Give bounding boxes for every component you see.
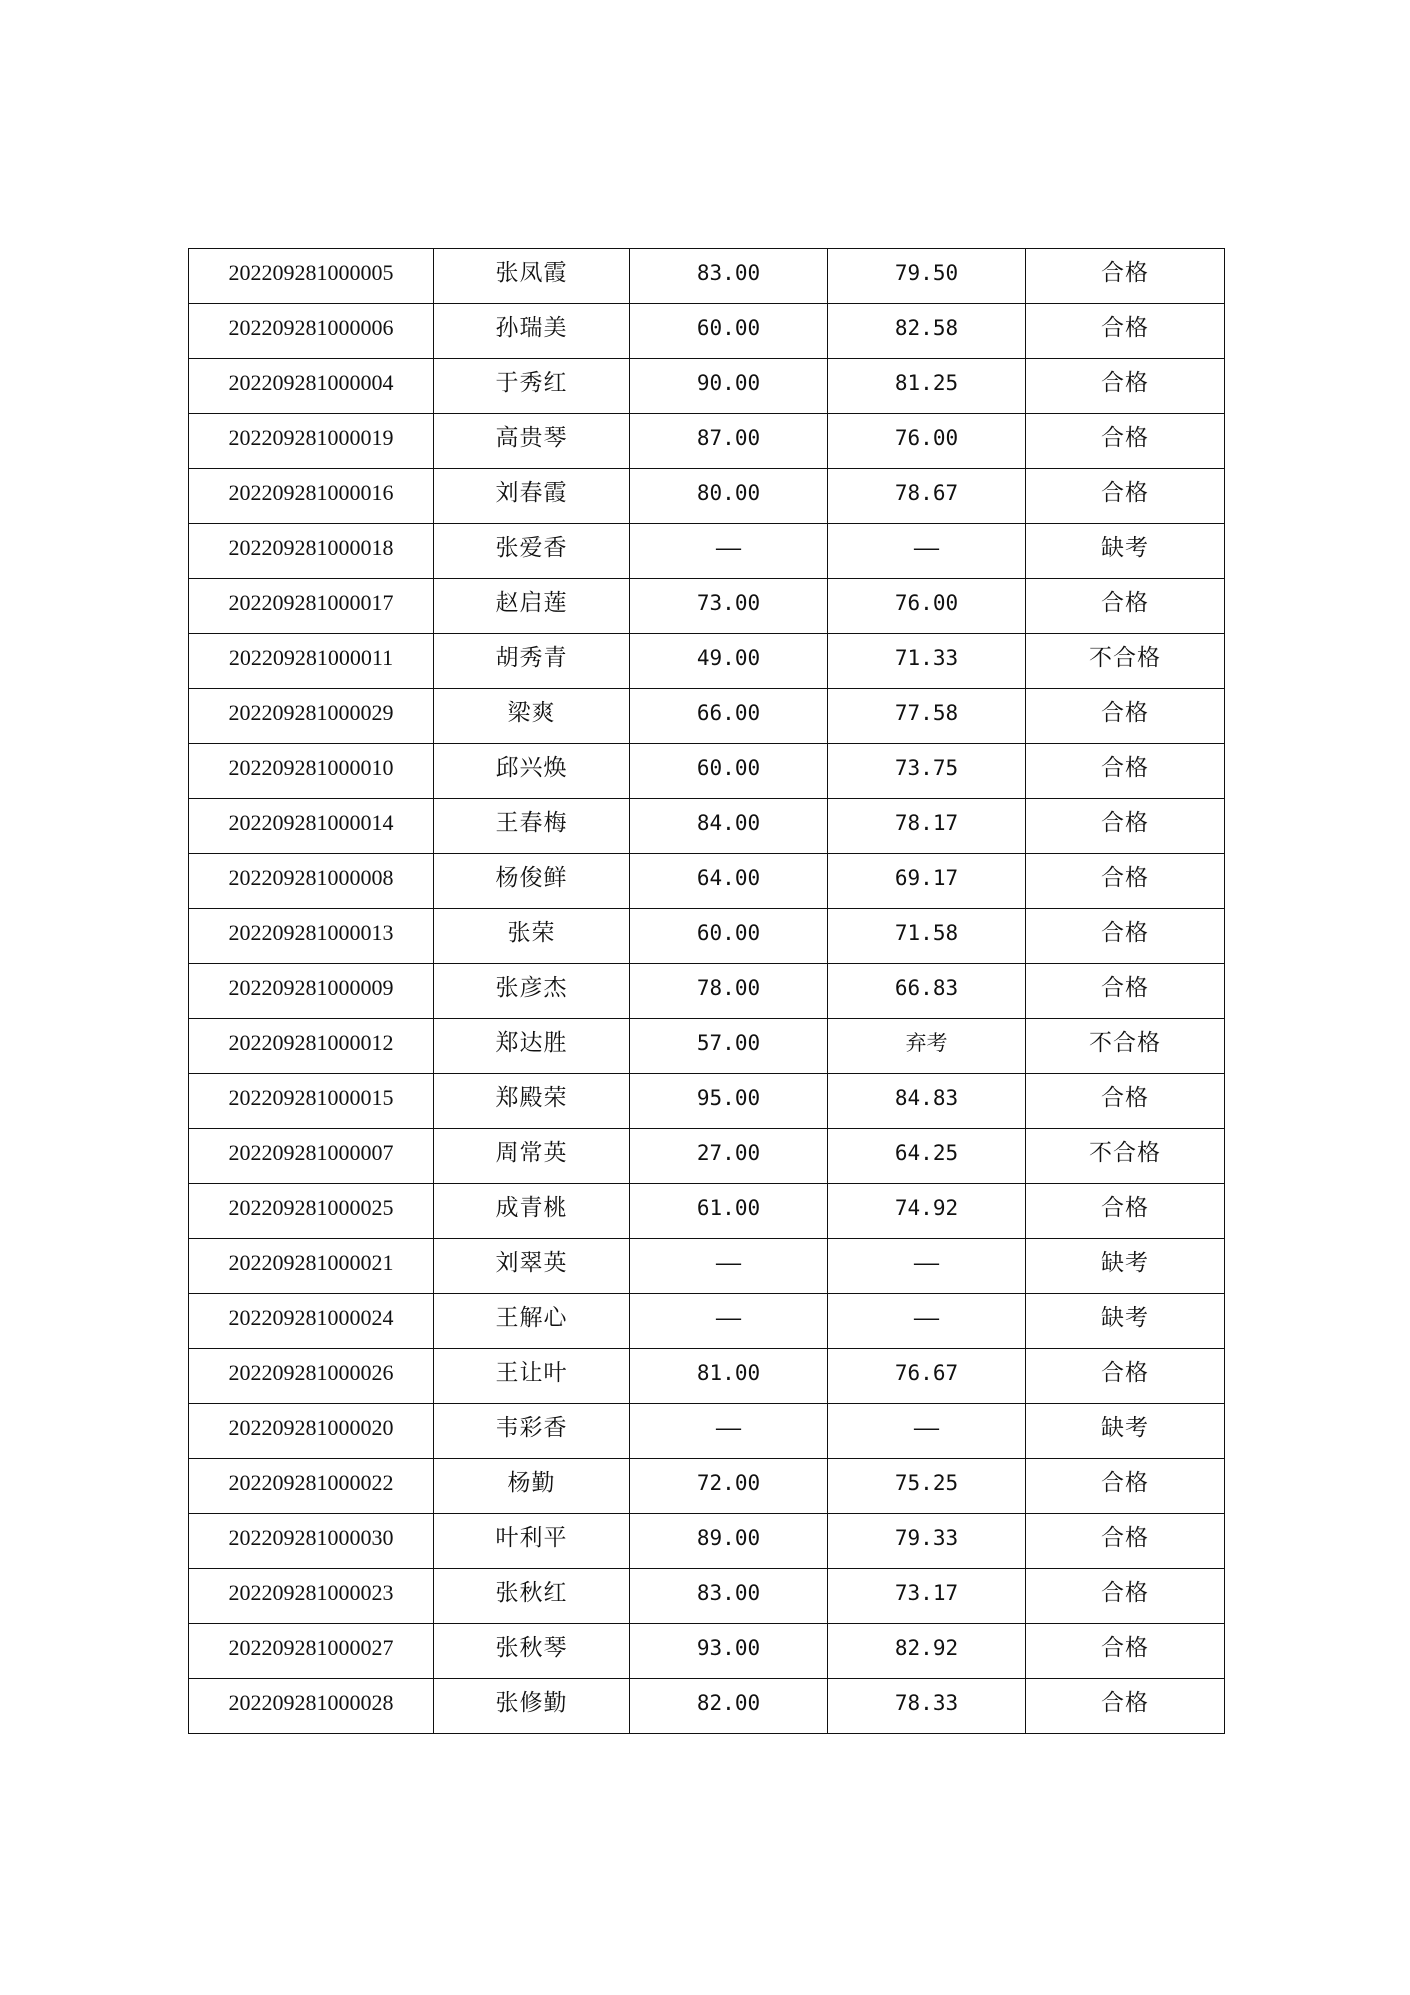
- table-row: [189, 1294, 1225, 1349]
- result-cell: 合格: [1026, 1679, 1225, 1734]
- candidate-id-cell: 202209281000024: [189, 1294, 434, 1349]
- table-row: [189, 414, 1225, 469]
- candidate-id-cell: 202209281000026: [189, 1349, 434, 1404]
- score-1-cell: ——: [630, 1239, 828, 1294]
- score-1-cell: ——: [630, 1404, 828, 1459]
- score-2-cell: 79.50: [828, 249, 1026, 304]
- table-row: [189, 1624, 1225, 1679]
- candidate-name-cell: 韦彩香: [434, 1404, 630, 1459]
- candidate-name-cell: 刘春霞: [434, 469, 630, 524]
- candidate-name-cell: 于秀红: [434, 359, 630, 414]
- result-cell: 合格: [1026, 799, 1225, 854]
- score-1-cell: ——: [630, 524, 828, 579]
- result-cell: 缺考: [1026, 1404, 1225, 1459]
- score-1-cell: 66.00: [630, 689, 828, 744]
- candidate-name-cell: 张荣: [434, 909, 630, 964]
- candidate-id-cell: 202209281000013: [189, 909, 434, 964]
- table-row: [189, 744, 1225, 799]
- table-row: [189, 964, 1225, 1019]
- candidate-id-cell: 202209281000028: [189, 1679, 434, 1734]
- result-cell: 合格: [1026, 964, 1225, 1019]
- score-2-cell: 76.00: [828, 579, 1026, 634]
- candidate-id-cell: 202209281000021: [189, 1239, 434, 1294]
- table-row: [189, 1349, 1225, 1404]
- result-cell: 缺考: [1026, 1239, 1225, 1294]
- candidate-id-cell: 202209281000017: [189, 579, 434, 634]
- score-2-cell: 76.00: [828, 414, 1026, 469]
- score-2-cell: ——: [828, 1404, 1026, 1459]
- result-cell: 合格: [1026, 854, 1225, 909]
- candidate-name-cell: 张秋琴: [434, 1624, 630, 1679]
- candidate-id-cell: 202209281000027: [189, 1624, 434, 1679]
- score-2-cell: ——: [828, 524, 1026, 579]
- results-table: [188, 248, 1225, 1734]
- table-row: [189, 854, 1225, 909]
- result-cell: 合格: [1026, 689, 1225, 744]
- result-cell: 缺考: [1026, 1294, 1225, 1349]
- table-row: [189, 524, 1225, 579]
- candidate-name-cell: 高贵琴: [434, 414, 630, 469]
- score-1-cell: 60.00: [630, 744, 828, 799]
- candidate-id-cell: 202209281000008: [189, 854, 434, 909]
- candidate-name-cell: 周常英: [434, 1129, 630, 1184]
- score-1-cell: 87.00: [630, 414, 828, 469]
- table-row: [189, 1184, 1225, 1239]
- table-row: [189, 1019, 1225, 1074]
- score-2-cell: 76.67: [828, 1349, 1026, 1404]
- table-row: [189, 1679, 1225, 1734]
- score-2-cell: 81.25: [828, 359, 1026, 414]
- score-1-cell: 27.00: [630, 1129, 828, 1184]
- result-cell: 合格: [1026, 1624, 1225, 1679]
- score-1-cell: 90.00: [630, 359, 828, 414]
- score-2-cell: 82.92: [828, 1624, 1026, 1679]
- candidate-id-cell: 202209281000012: [189, 1019, 434, 1074]
- candidate-id-cell: 202209281000006: [189, 304, 434, 359]
- score-2-cell: 77.58: [828, 689, 1026, 744]
- table-row: [189, 359, 1225, 414]
- score-2-cell: 79.33: [828, 1514, 1026, 1569]
- result-cell: 合格: [1026, 469, 1225, 524]
- score-1-cell: 60.00: [630, 909, 828, 964]
- candidate-id-cell: 202209281000020: [189, 1404, 434, 1459]
- candidate-id-cell: 202209281000025: [189, 1184, 434, 1239]
- score-1-cell: 83.00: [630, 249, 828, 304]
- candidate-id-cell: 202209281000014: [189, 799, 434, 854]
- candidate-id-cell: 202209281000015: [189, 1074, 434, 1129]
- candidate-id-cell: 202209281000022: [189, 1459, 434, 1514]
- score-2-cell: 73.75: [828, 744, 1026, 799]
- table-row: [189, 249, 1225, 304]
- result-cell: 合格: [1026, 1459, 1225, 1514]
- candidate-id-cell: 202209281000019: [189, 414, 434, 469]
- candidate-name-cell: 刘翠英: [434, 1239, 630, 1294]
- table-row: [189, 469, 1225, 524]
- score-2-cell: 69.17: [828, 854, 1026, 909]
- table-row: [189, 909, 1225, 964]
- table-row: [189, 1404, 1225, 1459]
- score-2-cell: ——: [828, 1239, 1026, 1294]
- candidate-name-cell: 杨俊鲜: [434, 854, 630, 909]
- score-2-cell: 71.58: [828, 909, 1026, 964]
- score-2-cell: 弃考: [828, 1019, 1026, 1074]
- candidate-id-cell: 202209281000007: [189, 1129, 434, 1184]
- table-row: [189, 304, 1225, 359]
- score-1-cell: 78.00: [630, 964, 828, 1019]
- table-row: [189, 799, 1225, 854]
- result-cell: 合格: [1026, 249, 1225, 304]
- score-1-cell: 95.00: [630, 1074, 828, 1129]
- result-cell: 合格: [1026, 744, 1225, 799]
- score-2-cell: 84.83: [828, 1074, 1026, 1129]
- score-1-cell: 89.00: [630, 1514, 828, 1569]
- table-row: [189, 579, 1225, 634]
- score-2-cell: 74.92: [828, 1184, 1026, 1239]
- candidate-name-cell: 张秋红: [434, 1569, 630, 1624]
- score-2-cell: ——: [828, 1294, 1026, 1349]
- candidate-id-cell: 202209281000030: [189, 1514, 434, 1569]
- candidate-name-cell: 郑达胜: [434, 1019, 630, 1074]
- table-row: [189, 1239, 1225, 1294]
- result-cell: 合格: [1026, 579, 1225, 634]
- score-2-cell: 78.17: [828, 799, 1026, 854]
- candidate-name-cell: 杨勤: [434, 1459, 630, 1514]
- candidate-name-cell: 孙瑞美: [434, 304, 630, 359]
- score-1-cell: 49.00: [630, 634, 828, 689]
- table-row: [189, 1074, 1225, 1129]
- candidate-name-cell: 成青桃: [434, 1184, 630, 1239]
- score-2-cell: 75.25: [828, 1459, 1026, 1514]
- candidate-name-cell: 郑殿荣: [434, 1074, 630, 1129]
- results-table-body: [189, 249, 1225, 1734]
- candidate-name-cell: 王让叶: [434, 1349, 630, 1404]
- table-row: [189, 689, 1225, 744]
- candidate-id-cell: 202209281000018: [189, 524, 434, 579]
- result-cell: 不合格: [1026, 1019, 1225, 1074]
- candidate-name-cell: 张修勤: [434, 1679, 630, 1734]
- candidate-id-cell: 202209281000029: [189, 689, 434, 744]
- score-2-cell: 82.58: [828, 304, 1026, 359]
- result-cell: 合格: [1026, 909, 1225, 964]
- candidate-name-cell: 赵启莲: [434, 579, 630, 634]
- result-cell: 合格: [1026, 1569, 1225, 1624]
- score-1-cell: 83.00: [630, 1569, 828, 1624]
- candidate-name-cell: 张彦杰: [434, 964, 630, 1019]
- candidate-name-cell: 梁爽: [434, 689, 630, 744]
- score-2-cell: 78.33: [828, 1679, 1026, 1734]
- table-row: [189, 1514, 1225, 1569]
- result-cell: 合格: [1026, 1074, 1225, 1129]
- candidate-name-cell: 叶利平: [434, 1514, 630, 1569]
- result-cell: 合格: [1026, 1514, 1225, 1569]
- candidate-id-cell: 202209281000011: [189, 634, 434, 689]
- result-cell: 合格: [1026, 414, 1225, 469]
- score-1-cell: ——: [630, 1294, 828, 1349]
- result-cell: 合格: [1026, 1184, 1225, 1239]
- score-2-cell: 71.33: [828, 634, 1026, 689]
- candidate-id-cell: 202209281000016: [189, 469, 434, 524]
- result-cell: 合格: [1026, 359, 1225, 414]
- table-row: [189, 634, 1225, 689]
- candidate-name-cell: 邱兴焕: [434, 744, 630, 799]
- candidate-id-cell: 202209281000009: [189, 964, 434, 1019]
- score-1-cell: 81.00: [630, 1349, 828, 1404]
- score-1-cell: 72.00: [630, 1459, 828, 1514]
- score-1-cell: 64.00: [630, 854, 828, 909]
- candidate-id-cell: 202209281000004: [189, 359, 434, 414]
- score-1-cell: 60.00: [630, 304, 828, 359]
- score-1-cell: 61.00: [630, 1184, 828, 1239]
- candidate-id-cell: 202209281000023: [189, 1569, 434, 1624]
- table-row: [189, 1459, 1225, 1514]
- candidate-id-cell: 202209281000005: [189, 249, 434, 304]
- table-row: [189, 1569, 1225, 1624]
- result-cell: 合格: [1026, 304, 1225, 359]
- candidate-id-cell: 202209281000010: [189, 744, 434, 799]
- result-cell: 缺考: [1026, 524, 1225, 579]
- result-cell: 不合格: [1026, 634, 1225, 689]
- score-2-cell: 73.17: [828, 1569, 1026, 1624]
- score-2-cell: 64.25: [828, 1129, 1026, 1184]
- score-2-cell: 78.67: [828, 469, 1026, 524]
- score-1-cell: 84.00: [630, 799, 828, 854]
- candidate-name-cell: 胡秀青: [434, 634, 630, 689]
- candidate-name-cell: 张凤霞: [434, 249, 630, 304]
- result-cell: 不合格: [1026, 1129, 1225, 1184]
- score-1-cell: 73.00: [630, 579, 828, 634]
- table-row: [189, 1129, 1225, 1184]
- score-1-cell: 57.00: [630, 1019, 828, 1074]
- score-2-cell: 66.83: [828, 964, 1026, 1019]
- candidate-name-cell: 王春梅: [434, 799, 630, 854]
- score-1-cell: 93.00: [630, 1624, 828, 1679]
- result-cell: 合格: [1026, 1349, 1225, 1404]
- candidate-name-cell: 王解心: [434, 1294, 630, 1349]
- candidate-name-cell: 张爱香: [434, 524, 630, 579]
- score-1-cell: 80.00: [630, 469, 828, 524]
- score-1-cell: 82.00: [630, 1679, 828, 1734]
